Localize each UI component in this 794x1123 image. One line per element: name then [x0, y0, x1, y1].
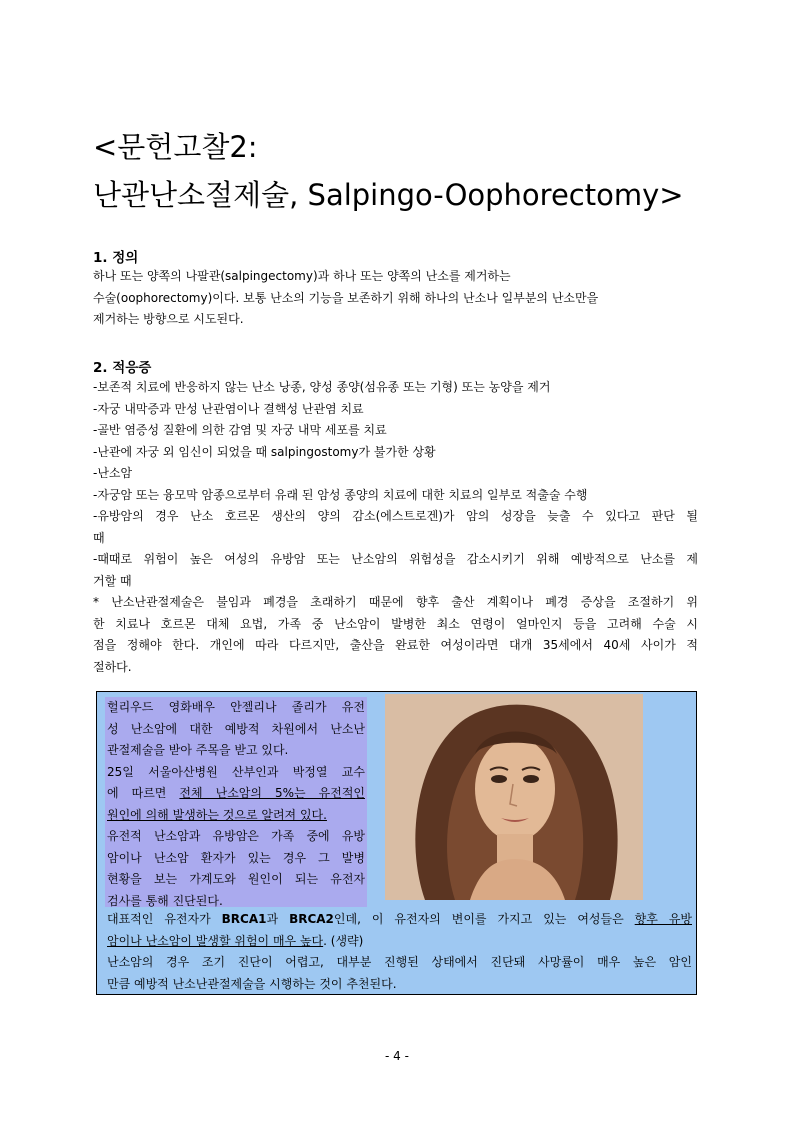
- indication-line: -때때로 위험이 높은 여성의 유방암 또는 난소암의 위험성을 감소시키기 위해 예방적으로 난소를 제: [93, 552, 698, 566]
- page-number: - 4 -: [385, 1049, 409, 1063]
- indication-line: -자궁 내막증과 만성 난관염이나 결핵성 난관염 치료: [93, 401, 364, 416]
- title-line-2: 난관난소절제술, Salpingo-Oophorectomy>: [93, 178, 684, 212]
- news-box-top-text: [107, 697, 365, 912]
- section2-body: [93, 377, 698, 678]
- note-line: 한 치료나 호르몬 대체 요법, 가족 중 난소암이 발병한 최소 연령이 얼마인지 등을 고려해 수술 시: [93, 616, 698, 631]
- section1-body: [93, 266, 698, 331]
- section2-heading: 2. 적응증: [93, 360, 152, 376]
- news-line: 암이나 난소암 환자가 있는 경우 그 발병: [107, 850, 365, 865]
- news-underlined-text: 전체 난소암의 5%는 유전적인: [179, 786, 365, 800]
- text-run: 대표적인 유전자가: [107, 912, 222, 926]
- text-run: 과: [266, 912, 290, 926]
- news-line: 관절제술을 받아 주목을 받고 있다.: [107, 743, 289, 757]
- indication-line: -보존적 치료에 반응하지 않는 난소 낭종, 양성 종양(섬유종 또는 기형) 또는 농양을 제거: [93, 380, 551, 394]
- section1-line: 제거하는 방향으로 시도된다.: [93, 312, 244, 326]
- news-line: [107, 783, 365, 805]
- indication-line: -유방암의 경우 난소 호르몬 생산의 양의 감소(에스트로겐)가 암의 성장을 늦출 수 있다고 판단 될: [93, 509, 698, 523]
- news-line: 헐리우드 영화배우 안젤리나 졸리가 유전: [107, 700, 365, 714]
- news-paragraph-line: [107, 931, 692, 953]
- note-line: 점을 정해야 한다. 개인에 따라 다르지만, 출산을 완료한 여성이라면 대개 35세에서 40세 사이가 적: [93, 638, 698, 652]
- gene-brca1: BRCA1: [221, 912, 267, 926]
- portrait-illustration: [385, 694, 643, 900]
- note-line: 절하다.: [93, 659, 132, 674]
- title-line-1: <문헌고찰2:: [93, 130, 258, 164]
- indication-line: -난소암: [93, 466, 133, 480]
- indication-line: 거할 때: [93, 573, 132, 588]
- news-box-bottom-text: [107, 909, 692, 995]
- news-paragraph-line: 만큼 예방적 난소난관절제술을 시행하는 것이 추천된다.: [107, 976, 397, 991]
- news-line: 성 난소암에 대한 예방적 차원에서 난소난: [107, 721, 365, 736]
- news-line: 유전적 난소암과 유방암은 가족 중에 유방: [107, 829, 365, 843]
- news-text: 에 따르면: [107, 786, 180, 800]
- news-line: 현황을 보는 가계도와 원인이 되는 유전자: [107, 872, 365, 886]
- gene-brca2: BRCA2: [289, 912, 334, 926]
- text-run: . (생략): [323, 933, 364, 948]
- news-box: [96, 691, 697, 995]
- note-line: * 난소난관절제술은 불임과 폐경을 초래하기 때문에 향후 출산 계획이나 폐경 증상을 조절하기 위: [93, 595, 698, 609]
- indication-line: -자궁암 또는 융모막 암종으로부터 유래 된 암성 종양의 치료에 대한 치료의 일부로 적출술 수행: [93, 487, 588, 502]
- news-line: 25일 서울아산병원 산부인과 박정열 교수: [107, 764, 365, 779]
- section1-line: 하나 또는 양쪽의 나팔관(salpingectomy)과 하나 또는 양쪽의 난소를 제거하는: [93, 269, 511, 283]
- news-paragraph-line: [107, 909, 692, 931]
- portrait-photo: [385, 694, 643, 900]
- indication-line: -골반 염증성 질환에 의한 감염 및 자궁 내막 세포를 치료: [93, 423, 387, 437]
- news-line: 검사를 통해 진단된다.: [107, 893, 223, 908]
- underlined-text: 향후 유방: [634, 912, 692, 926]
- news-paragraph-line: 난소암의 경우 조기 진단이 어렵고, 대부분 진행된 상태에서 진단돼 사망률이 매우 높은 암인: [107, 955, 692, 969]
- news-underlined-line: 원인에 의해 발생하는 것으로 알려져 있다.: [107, 807, 327, 822]
- indication-line: -난관에 자궁 외 임신이 되었을 때 salpingostomy가 불가한 상황: [93, 444, 436, 459]
- section1-heading: 1. 정의: [93, 250, 139, 266]
- section1-line: 수술(oophorectomy)이다. 보통 난소의 기능을 보존하기 위해 하나의 난소나 일부분의 난소만을: [93, 290, 599, 305]
- indication-line: 때: [93, 530, 105, 545]
- underlined-text: 암이나 난소암이 발생할 위험이 매우 높다: [107, 933, 324, 948]
- text-run: 인데, 이 유전자의 변이를 가지고 있는 여성들은: [333, 912, 635, 926]
